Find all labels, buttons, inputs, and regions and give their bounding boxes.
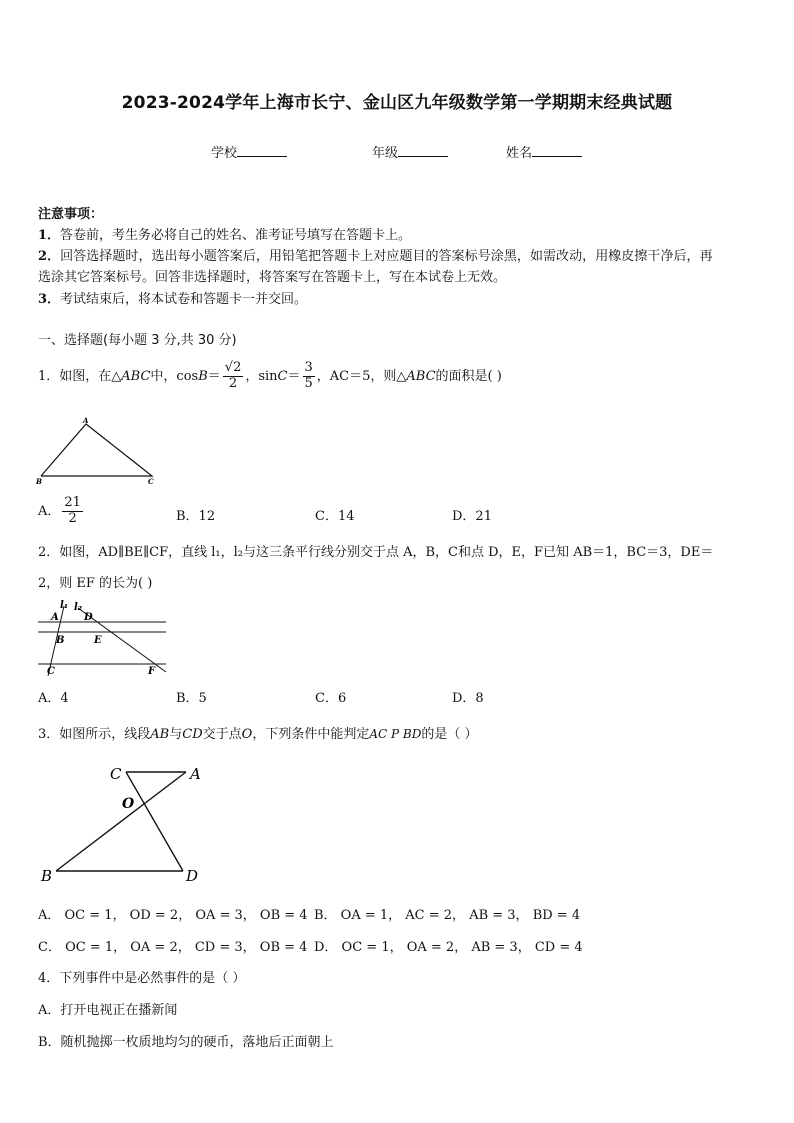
q3-acbd: AC P BD xyxy=(369,727,422,741)
q3-text4: ，下列条件中能判定 xyxy=(252,727,370,742)
note-1 xyxy=(38,224,411,243)
q2-label-l2: l₂ xyxy=(74,602,83,613)
school-label: 学校 xyxy=(211,146,238,161)
name-blank xyxy=(532,143,582,157)
grade-label: 年级 xyxy=(372,146,399,161)
q3-label-o: O xyxy=(122,796,135,812)
question-2-stem-line1: 2．如图，AD∥BE∥CF，直线 l₁，l₂与这三条平行线分别交于点 A，B，C和点 D，E，F已知 AB＝1，BC＝3，DE＝ xyxy=(38,545,714,560)
q1-abc2: ABC xyxy=(406,369,436,384)
q1-option-b: B．12 xyxy=(176,509,216,524)
q3-text2: 与 xyxy=(169,727,183,742)
q1-option-a xyxy=(38,492,85,532)
q1-label-a: A xyxy=(83,416,89,425)
q3-label-d: D xyxy=(186,867,199,885)
question-4-stem: 4．下列事件中是必然事件的是（ ） xyxy=(38,971,246,986)
q2-option-c: C．6 xyxy=(315,691,347,706)
school-field xyxy=(211,142,287,161)
q2-label-l1: l₁ xyxy=(60,600,69,611)
note-1-text: 答卷前，考生务必将自己的姓名、准考证号填写在答题卡上。 xyxy=(60,228,412,243)
question-3-stem xyxy=(38,723,477,742)
note-2-text: 回答选择题时，选出每小题答案后，用铅笔把答题卡上对应题目的答案标号涂黑，如需改动，用橡皮擦干净后，再 xyxy=(60,249,713,264)
q1-tail: 的面积是( ) xyxy=(435,369,502,384)
q2-label-c: C xyxy=(47,666,55,677)
q1-abc: ABC xyxy=(121,369,151,384)
q3-label-c: C xyxy=(110,765,122,783)
page-title: 2023-2024学年上海市长宁、金山区九年级数学第一学期期末经典试题 xyxy=(121,93,673,113)
q3-option-b: B． OA = 1， AC = 2， AB = 3， BD = 4 xyxy=(314,908,581,923)
q1-label-c: C xyxy=(148,477,154,486)
q1-mid: 中，cos xyxy=(150,369,199,384)
q1-sin: ，sin xyxy=(245,369,278,384)
note-3 xyxy=(38,288,307,307)
q1-option-a-fraction xyxy=(62,496,83,527)
grade-field xyxy=(372,142,448,161)
q1-c: C xyxy=(277,369,288,384)
q1-eq1: ＝ xyxy=(207,369,221,384)
q1-option-a-den: 2 xyxy=(68,511,77,526)
q2-label-f: F xyxy=(148,666,156,677)
q3-option-c: C． OC = 1， OA = 2， CD = 3， OB = 4 xyxy=(38,940,308,955)
q1-option-c: C．14 xyxy=(315,509,355,524)
q1-eq2: ＝ xyxy=(287,369,301,384)
q1-sin-fraction xyxy=(303,361,315,392)
question-1-stem xyxy=(38,357,502,397)
q1-cos-fraction xyxy=(223,361,244,392)
q3-cd: CD xyxy=(182,727,203,742)
q3-figure xyxy=(36,758,208,888)
name-field xyxy=(506,142,582,161)
question-2-stem-line2: 2，则 EF 的长为( ) xyxy=(38,576,153,591)
note-3-text: 考试结束后，将本试卷和答题卡一并交回。 xyxy=(60,292,308,307)
q1-option-d: D．21 xyxy=(452,509,492,524)
q3-segment-cd xyxy=(126,772,183,871)
q3-label-a: A xyxy=(190,765,201,783)
q1-triangle-figure xyxy=(34,414,158,486)
note-1-number: 1． xyxy=(38,228,61,243)
q3-segment-ab xyxy=(56,772,186,871)
q3-option-d: D． OC = 1， OA = 2， AB = 3， CD = 4 xyxy=(314,940,583,955)
q3-text5: 的是（ ） xyxy=(421,727,478,742)
q2-label-d: D xyxy=(84,612,93,623)
q1-ac: ，AC＝5，则△ xyxy=(316,369,407,384)
q1-sin-den: 5 xyxy=(304,376,313,391)
q1-label-b: B xyxy=(36,477,42,486)
q2-option-a: A．4 xyxy=(38,691,69,706)
q4-option-a: A．打开电视正在播新闻 xyxy=(38,1003,178,1018)
q3-ab: AB xyxy=(150,727,170,742)
q1-option-a-label: A． xyxy=(38,504,61,519)
q2-label-a: A xyxy=(51,612,59,623)
note-2-continued: 选涂其它答案标号。回答非选择题时，将答案写在答题卡上，写在本试卷上无效。 xyxy=(38,270,507,285)
section-1-heading: 一、选择题(每小题 3 分,共 30 分) xyxy=(38,333,237,348)
q4-option-b: B．随机抛掷一枚质地均匀的硬币，落地后正面朝上 xyxy=(38,1035,334,1050)
name-label: 姓名 xyxy=(506,146,533,161)
grade-blank xyxy=(398,143,448,157)
q1-cos-num: √2 xyxy=(224,360,242,376)
q1-triangle xyxy=(41,424,152,476)
q1-b: B xyxy=(198,369,208,384)
q2-option-d: D．8 xyxy=(452,691,484,706)
q3-o: O xyxy=(241,727,253,742)
q1-cos-den: 2 xyxy=(228,376,238,391)
note-2 xyxy=(38,245,713,264)
q3-label-b: B xyxy=(41,867,53,885)
notes-heading: 注意事项： xyxy=(38,207,104,222)
q2-label-e: E xyxy=(94,635,102,646)
q2-label-b: B xyxy=(56,635,65,646)
school-blank xyxy=(237,143,287,157)
q1-sin-num: 3 xyxy=(304,360,313,376)
q2-parallel-lines-figure xyxy=(36,598,170,678)
q1-prefix: 1．如图，在△ xyxy=(38,369,122,384)
q1-option-a-num: 21 xyxy=(64,495,81,511)
q2-option-b: B．5 xyxy=(176,691,207,706)
note-3-number: 3． xyxy=(38,292,61,307)
note-2-number: 2． xyxy=(38,249,61,264)
q3-option-a: A． OC = 1， OD = 2， OA = 3， OB = 4 xyxy=(38,908,308,923)
q3-text3: 交于点 xyxy=(202,727,242,742)
q3-text1: 3．如图所示，线段 xyxy=(38,727,151,742)
